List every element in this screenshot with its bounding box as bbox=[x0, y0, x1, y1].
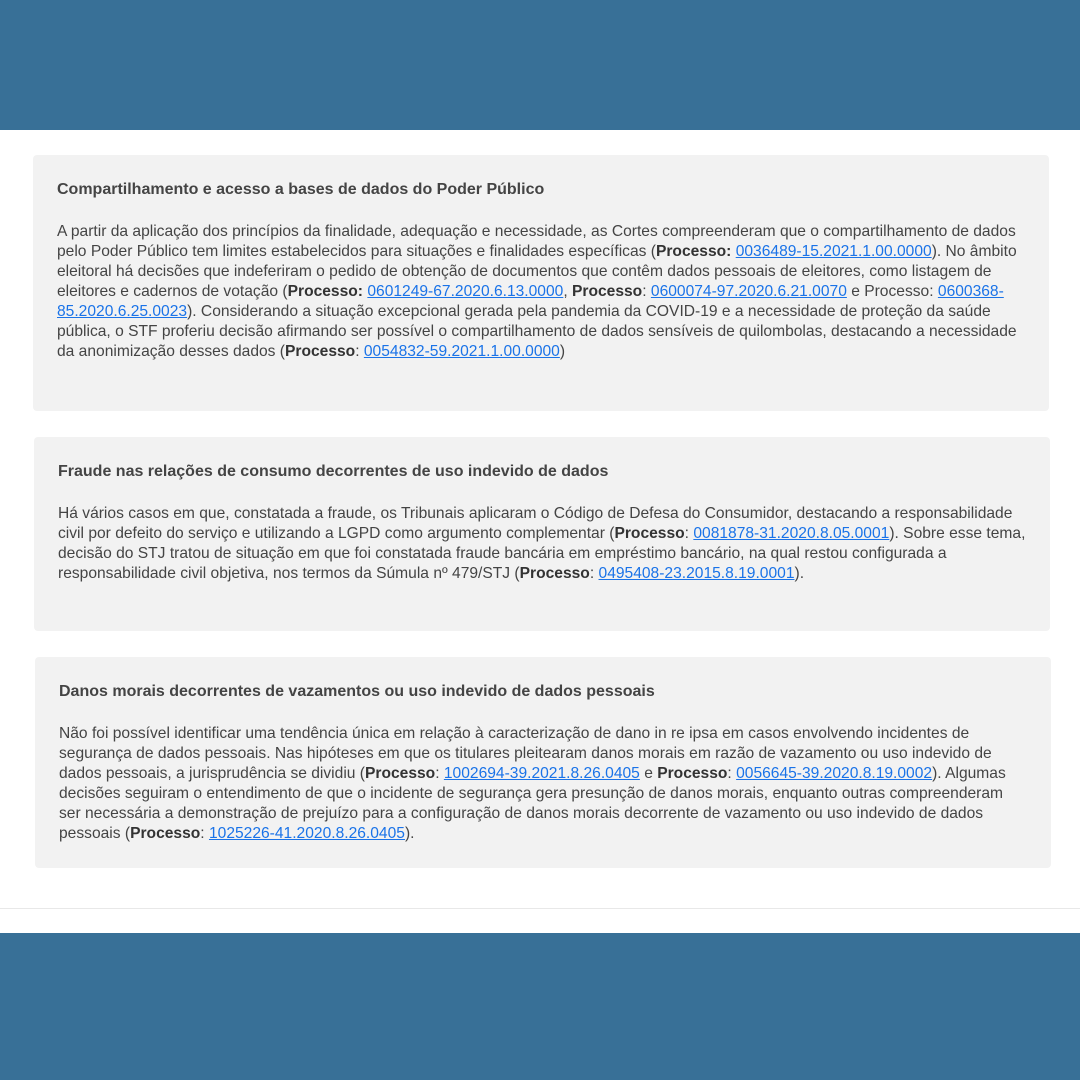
body-text: , bbox=[563, 283, 572, 300]
body-text: ). Algumas decisões seguiram o entendimento de que o incidente de segurança gera presunção de danos morais, enquanto outras compreenderam ser necessária a demonstração de prejuízo para a configuração de danos morais decorrente de vazamento ou uso indevido de dados pessoais ( bbox=[59, 765, 1006, 842]
card-data-sharing bbox=[33, 155, 1049, 411]
body-text: e bbox=[639, 765, 658, 782]
body-text: Há vários casos em que, constatada a fraude, os Tribunais aplicaram o Código de Defesa do Consumidor, destacando a responsabilidade civil por defeito do serviço e utilizando a LGPD como argumento complementar ( bbox=[58, 505, 1013, 542]
processo-label: Processo bbox=[657, 765, 728, 782]
body-text: : bbox=[200, 825, 209, 842]
processo-link[interactable]: 0054832-59.2021.1.00.0000 bbox=[363, 343, 560, 360]
body-text: ). No âmbito eleitoral há decisões que indeferiram o pedido de obtenção de documentos que contêm dados pessoais de eleitores, como listagem de eleitores e cadernos de votação ( bbox=[57, 243, 1017, 300]
card-consumer-fraud bbox=[34, 437, 1050, 631]
top-banner bbox=[0, 0, 1080, 130]
body-text: ). bbox=[404, 825, 415, 842]
card-body bbox=[57, 222, 1025, 362]
body-text: A partir da aplicação dos princípios da finalidade, adequação e necessidade, as Cortes compreenderam que o compartilhamento de dados pelo Poder Público tem limites estabelecidos para situações e finalidades específicas ( bbox=[57, 223, 1016, 260]
body-text: e Processo: bbox=[846, 283, 938, 300]
card-title: Danos morais decorrentes de vazamentos ou uso indevido de dados pessoais bbox=[59, 683, 655, 700]
body-text: ). Sobre esse tema, decisão do STJ tratou de situação em que foi constatada fraude bancária em empréstimo bancário, na qual restou configurada a responsabilidade civil objetiva, nos termos da Súmula nº 479/STJ ( bbox=[58, 525, 1026, 582]
body-text: : bbox=[642, 283, 651, 300]
card-body bbox=[58, 504, 1026, 584]
processo-link[interactable]: 0056645-39.2020.8.19.0002 bbox=[736, 765, 933, 782]
bottom-banner bbox=[0, 933, 1080, 1080]
processo-label: Processo bbox=[284, 343, 356, 360]
processo-label: Processo: bbox=[287, 283, 363, 300]
body-text: ) bbox=[559, 343, 566, 360]
body-text: Não foi possível identificar uma tendência única em relação à caracterização de dano in re ipsa em casos envolvendo incidentes de segurança de dados pessoais. Nas hipóteses em que os titulares pleitearam danos morais em razão de vazamento ou uso indevido de dados pessoais, a jurisprudência se dividiu ( bbox=[59, 725, 992, 782]
processo-link[interactable]: 0601249-67.2020.6.13.0000 bbox=[367, 283, 564, 300]
card-title: Compartilhamento e acesso a bases de dados do Poder Público bbox=[57, 181, 545, 198]
processo-label: Processo bbox=[614, 525, 685, 542]
card-body bbox=[59, 724, 1027, 844]
body-text: : bbox=[355, 343, 364, 360]
divider bbox=[0, 908, 1080, 909]
body-text: : bbox=[727, 765, 737, 782]
processo-link[interactable]: 0036489-15.2021.1.00.0000 bbox=[735, 243, 932, 260]
body-text: : bbox=[684, 525, 694, 542]
processo-link[interactable]: 1002694-39.2021.8.26.0405 bbox=[443, 765, 640, 782]
body-text: ). bbox=[794, 565, 805, 582]
processo-label: Processo bbox=[364, 765, 436, 782]
processo-link[interactable]: 0600074-97.2020.6.21.0070 bbox=[650, 283, 847, 300]
body-text: : bbox=[435, 765, 444, 782]
card-moral-damages bbox=[35, 657, 1051, 868]
processo-label: Processo: bbox=[655, 243, 732, 260]
processo-label: Processo bbox=[130, 825, 201, 842]
processo-label: Processo bbox=[572, 283, 643, 300]
processo-link[interactable]: 1025226-41.2020.8.26.0405 bbox=[208, 825, 405, 842]
processo-link[interactable]: 0081878-31.2020.8.05.0001 bbox=[693, 525, 890, 542]
body-text: ). Considerando a situação excepcional gerada pela pandemia da COVID-19 e a necessidade de proteção da saúde pública, o STF proferiu decisão afirmando ser possível o compartilhamento de dados sensíveis de quilombolas, destacando a necessidade da anonimização desses dados ( bbox=[57, 303, 1017, 360]
processo-link[interactable]: 0600368-85.2020.6.25.0023 bbox=[57, 283, 1004, 320]
card-title: Fraude nas relações de consumo decorrentes de uso indevido de dados bbox=[58, 463, 609, 480]
processo-label: Processo bbox=[519, 565, 590, 582]
processo-link[interactable]: 0495408-23.2015.8.19.0001 bbox=[598, 565, 795, 582]
body-text: : bbox=[589, 565, 599, 582]
